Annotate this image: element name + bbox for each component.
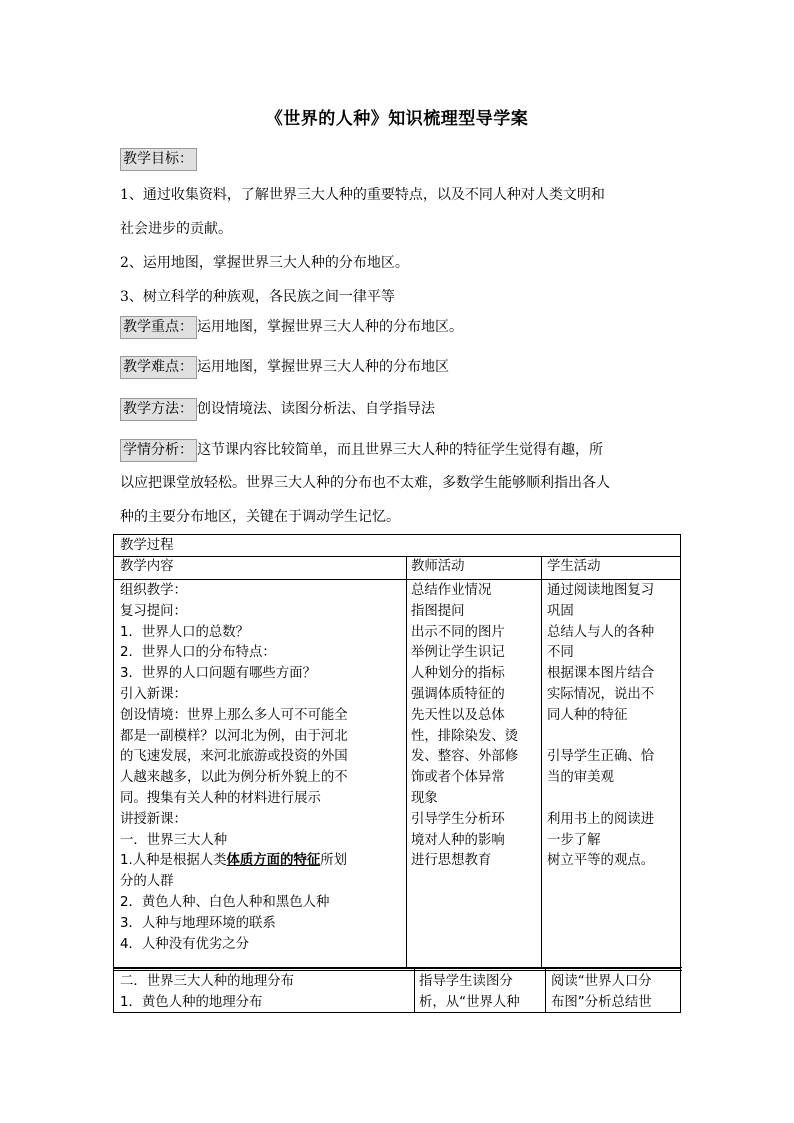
difficulty-row [120,356,690,379]
key-point-text: 运用地图，掌握世界三大人种的分布地区。 [197,319,463,335]
objectives-list [120,185,680,321]
student-line: 布图”分析总结世 [551,994,652,1010]
teacher-line: 强调体质特征的 [411,686,505,702]
content-line: 都是一副模样？以河北为例，由于河北 [120,728,348,744]
analysis-label: 学情分析： [120,439,197,462]
teacher-line: 性，排除染发、烫 [411,728,519,744]
student-line [547,789,680,810]
teacher-line: 发、整容、外部修 [411,749,519,765]
teacher-line: 现象 [411,790,438,806]
content-line: 讲授新课： [120,811,187,827]
objectives-heading [120,148,690,171]
objective-line: 3、树立科学的种族观，各民族之间一律平等 [120,289,395,305]
content-line: 同。搜集有关人种的材料进行展示 [120,790,321,806]
table-header-row [113,556,681,580]
teacher-line: 指图提问 [411,603,465,619]
content-line: 人越来越多，以此为例分析外貌上的不 [120,770,348,786]
student-line [547,727,680,748]
table-caption-row [113,534,681,557]
student-line: 阅读“世界人口分 [551,974,652,989]
objectives-label: 教学目标： [120,148,197,171]
analysis-line: 种的主要分布地区，关键在于调动学生记忆。 [120,509,400,525]
content-line: 一．世界三大人种 [120,832,228,848]
content-line: 3．人种与地理环境的联系 [120,915,276,931]
race-definition-emphasis: 体质方面的特征 [226,853,321,869]
difficulty-text: 运用地图，掌握世界三大人种的分布地区 [197,359,449,375]
method-row [120,398,690,421]
objective-line: 1、通过收集资料，了解世界三大人种的重要特点，以及不同人种对人类文明和 [120,187,605,203]
student-line: 一步了解 [547,832,601,848]
key-point-row [120,316,690,339]
teacher-cell [414,968,545,1012]
teacher-line: 指导学生读图分 [419,974,513,989]
teacher-line: 进行思想教育 [411,853,492,869]
student-line: 根据课本图片结合 [547,666,655,682]
content-line: 分的人群 [120,874,174,890]
content-line: 2．世界人口的分布特点： [120,645,276,661]
content-line: 的飞速发展，来河北旅游或投资的外国 [120,749,348,765]
table-caption: 教学过程 [120,538,174,553]
content-line: 二．世界三大人种的地理分布 [120,974,295,989]
student-line: 总结人与人的各种 [547,624,655,640]
method-text: 创设情境法、读图分析法、自学指导法 [197,401,435,417]
content-line: 1．黄色人种的地理分布 [120,994,263,1010]
race-definition-after: 所划 [320,853,348,869]
teacher-line: 总结作业情况 [411,583,492,598]
student-line: 树立平等的观点。 [547,853,655,869]
header-content: 教学内容 [120,559,174,574]
table-row [113,579,681,969]
student-line: 不同 [547,645,574,661]
teacher-line: 引导学生分析环 [411,811,505,827]
table-row [113,968,681,1013]
content-cell [120,579,406,968]
race-definition-line [120,851,406,872]
content-line: 1．世界人口的总数？ [120,624,250,640]
content-line: 4．人种没有优劣之分 [120,936,250,952]
student-line: 引导学生正确、恰 [547,749,655,765]
content-line: 创设情境：世界上那么多人可不可能全 [120,707,348,723]
teacher-line: 出示不同的图片 [411,624,505,640]
analysis-line: 以应把课堂放轻松。世界三大人种的分布也不太难，多数学生能够顺利指出各人 [120,475,610,491]
teacher-line: 析，从“世界人种 [419,994,520,1010]
student-line: 同人种的特征 [547,707,628,723]
objective-line: 2、运用地图，掌握世界三大人种的分布地区。 [120,255,409,271]
teacher-line: 先天性以及总体 [411,707,505,723]
teacher-line: 境对人种的影响 [411,832,505,848]
header-student: 学生活动 [541,556,680,579]
student-line: 巩固 [547,603,574,619]
method-label: 教学方法： [120,398,197,421]
page-title: 《世界的人种》知识梳理型导学案 [265,109,529,129]
key-point-label: 教学重点： [120,316,197,339]
analysis-block [120,439,680,541]
content-cell [120,968,414,1012]
student-line: 实际情况，说出不 [547,686,655,702]
student-cell [545,968,680,1012]
student-cell [541,579,680,968]
student-line: 通过阅读地图复习 [547,583,655,598]
content-line: 3．世界的人口问题有哪些方面？ [120,666,316,682]
content-line: 引入新课： [120,686,187,702]
teacher-line: 饰或者个体异常 [411,770,505,786]
teacher-line: 举例让学生识记 [411,645,505,661]
teacher-line: 人种划分的指标 [411,666,505,682]
teacher-cell [406,579,541,968]
content-line: 复习提问： [120,603,187,619]
objective-line: 社会进步的贡献。 [120,221,232,237]
difficulty-label: 教学难点： [120,356,197,379]
header-teacher: 教师活动 [406,556,541,579]
student-line: 当的审美观 [547,770,614,786]
student-line: 利用书上的阅读进 [547,811,655,827]
content-line: 组织教学： [120,583,187,598]
race-definition-before: 1.人种是根据人类 [120,853,227,869]
content-line: 2．黄色人种、白色人种和黑色人种 [120,894,330,910]
analysis-line: 这节课内容比较简单，而且世界三大人种的特征学生觉得有趣，所 [197,442,603,458]
